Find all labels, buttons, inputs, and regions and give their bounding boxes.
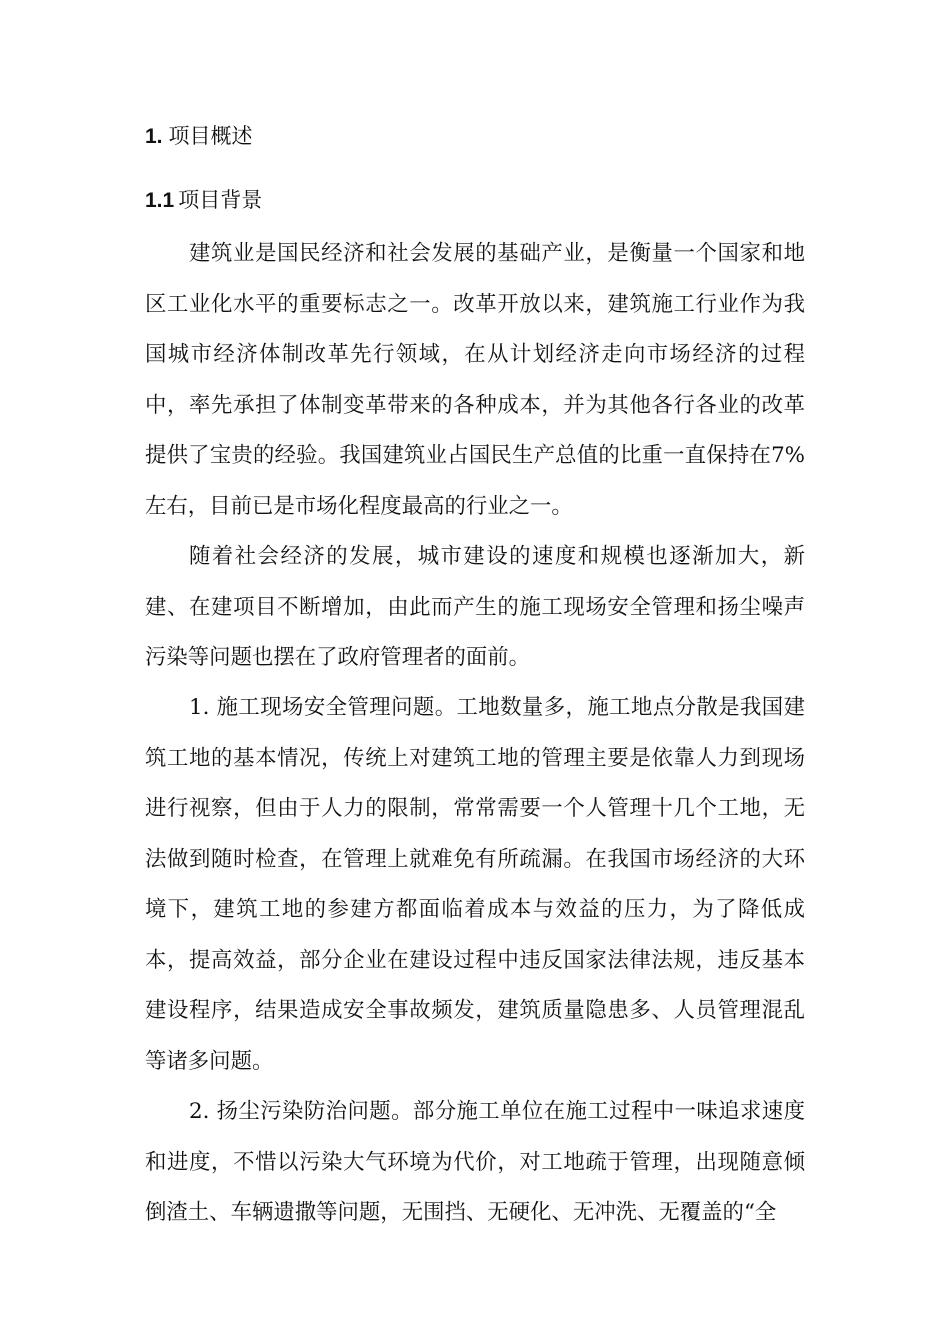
section-number: 1. [145,125,163,148]
section-title: 项目概述 [168,124,253,148]
subsection-number: 1.1 [145,189,175,212]
paragraph-safety-management: 1. 施工现场安全管理问题。工地数量多，施工地点分散是我国建筑工地的基本情况，传统上对建筑工地的管理主要是依靠人力到现场进行视察，但由于人力的限制，常常需要一个人管理十几个工地，无法做到随时检查，在管理上就难免有所疏漏。在我国市场经济的大环境下，建筑工地的参建方都面临着成本与效益的压力，为了降低成本，提高效益，部分企业在建设过程中违反国家法律法规，违反基本建设程序，结果造成安全事故频发，建筑质量隐患多、人员管理混乱等诸多问题。 [145,695,805,1074]
section-heading [145,121,253,152]
subsection-heading [145,185,262,216]
paragraph-urban-development: 随着社会经济的发展，城市建设的速度和规模也逐渐加大，新建、在建项目不断增加，由此而产生的施工现场安全管理和扬尘噪声污染等问题也摆在了政府管理者的面前。 [145,544,805,670]
subsection-title: 项目背景 [178,188,263,212]
paragraph-dust-pollution: 2. 扬尘污染防治问题。部分施工单位在施工过程中一味追求速度和进度，不惜以污染大气环境为代价，对工地疏于管理，出现随意倾倒渣土、车辆遗撒等问题，无围挡、无硬化、无冲洗、无覆盖的“全 [145,1099,805,1225]
paragraph-industry-overview: 建筑业是国民经济和社会发展的基础产业，是衡量一个国家和地区工业化水平的重要标志之一。改革开放以来，建筑施工行业作为我国城市经济体制改革先行领域，在从计划经济走向市场经济的过程中，率先承担了体制变革带来的各种成本，并为其他各行各业的改革提供了宝贵的经验。我国建筑业占国民生产总值的比重一直保持在7%左右，目前已是市场化程度最高的行业之一。 [145,241,805,519]
